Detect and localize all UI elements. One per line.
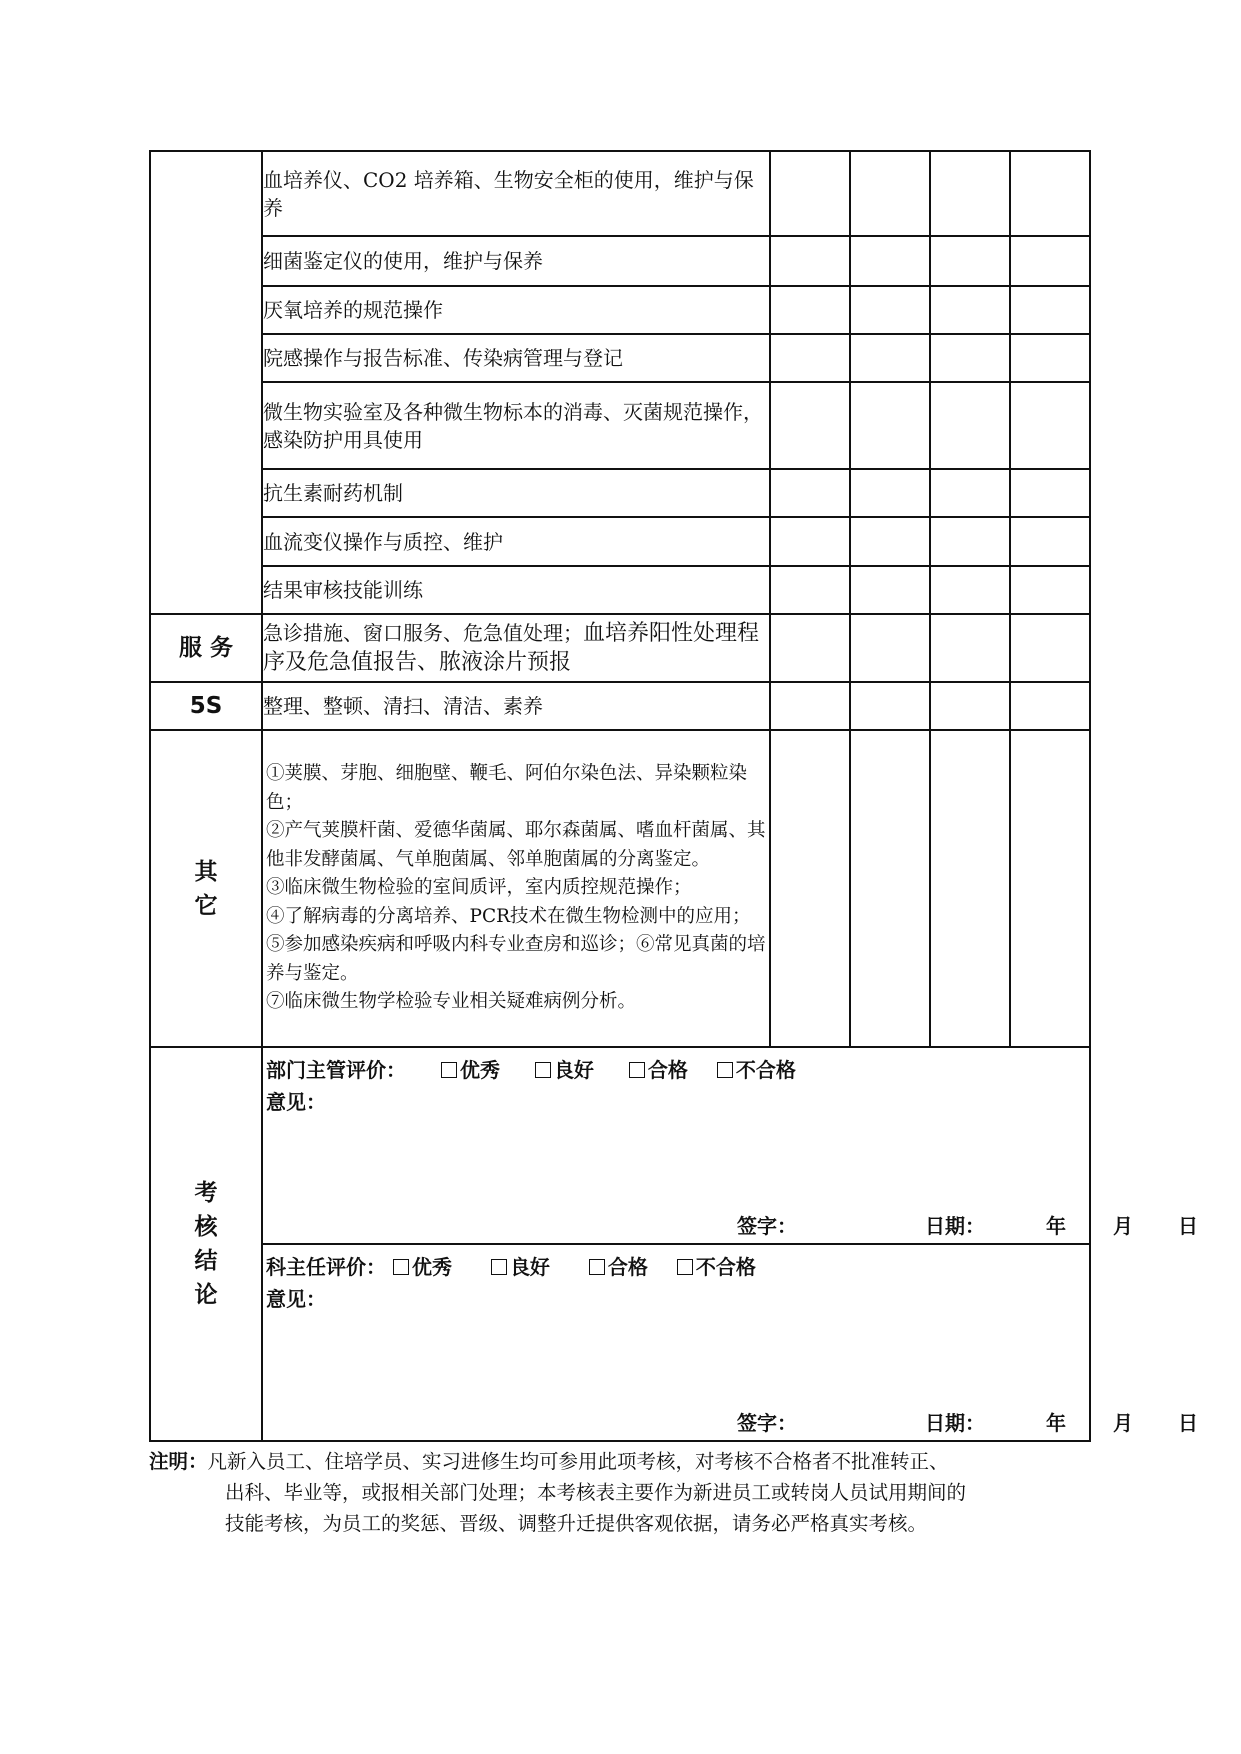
footnote-label: 注明： [149, 1450, 208, 1473]
other-line: ②产气荚膜杆菌、爱德华菌属、耶尔森菌属、嗜血杆菌属、其他非发酵菌属、气单胞菌属、邻单胞菌属的分离鉴定。 [266, 820, 766, 870]
category-conclusion: 考 核 结 论 [150, 1047, 262, 1441]
category-service: 服 务 [150, 614, 262, 682]
item-cell [262, 730, 770, 1047]
score-cell[interactable] [1010, 334, 1090, 382]
checkbox-icon[interactable] [441, 1062, 457, 1078]
score-cell[interactable] [770, 469, 850, 517]
table-row [150, 286, 1090, 334]
score-cell[interactable] [930, 469, 1010, 517]
item-text-a: 急诊措施、窗口服务、危急值处理； [263, 621, 583, 645]
year-label: 年 [1046, 1214, 1066, 1238]
score-cell[interactable] [930, 730, 1010, 1047]
month-label: 月 [1113, 1411, 1133, 1435]
score-cell[interactable] [850, 334, 930, 382]
year-label: 年 [1046, 1411, 1066, 1435]
score-cell[interactable] [770, 682, 850, 730]
score-cell[interactable] [770, 286, 850, 334]
table-row [150, 469, 1090, 517]
table-row-conclusion-director [150, 1244, 1090, 1441]
score-cell[interactable] [1010, 469, 1090, 517]
checkbox-icon[interactable] [677, 1259, 693, 1275]
score-cell[interactable] [850, 469, 930, 517]
option-pass[interactable]: 合格 [629, 1054, 688, 1083]
option-fail[interactable]: 不合格 [677, 1251, 756, 1280]
item-cell: 血培养仪、CO2 培养箱、生物安全柜的使用，维护与保养 [262, 151, 770, 236]
score-cell[interactable] [1010, 286, 1090, 334]
date-label: 日期： [925, 1411, 985, 1435]
option-pass[interactable]: 合格 [589, 1251, 648, 1280]
score-cell[interactable] [1010, 682, 1090, 730]
score-cell[interactable] [1010, 517, 1090, 566]
category-5s: 5S [150, 682, 262, 730]
score-cell[interactable] [850, 382, 930, 469]
checkbox-icon[interactable] [393, 1259, 409, 1275]
score-cell[interactable] [850, 682, 930, 730]
option-good[interactable]: 良好 [535, 1054, 594, 1083]
table-row-5s [150, 682, 1090, 730]
other-line: ④了解病毒的分离培养、PCR技术在微生物检测中的应用； [266, 905, 751, 927]
score-cell[interactable] [770, 566, 850, 614]
checkbox-icon[interactable] [717, 1062, 733, 1078]
score-cell[interactable] [930, 382, 1010, 469]
option-excellent[interactable]: 优秀 [441, 1054, 500, 1083]
item-cell: 抗生素耐药机制 [262, 469, 770, 517]
table-row [150, 236, 1090, 286]
score-cell[interactable] [1010, 730, 1090, 1047]
option-excellent[interactable]: 优秀 [393, 1251, 452, 1280]
director-evaluation-label: 科主任评价： [266, 1255, 386, 1279]
other-line: ⑦临床微生物学检验专业相关疑难病例分析。 [266, 991, 637, 1013]
option-good[interactable]: 良好 [491, 1251, 550, 1280]
score-cell[interactable] [850, 151, 930, 236]
score-cell[interactable] [770, 151, 850, 236]
month-label: 月 [1113, 1214, 1133, 1238]
score-cell[interactable] [930, 682, 1010, 730]
table-row [150, 382, 1090, 469]
dept-evaluation-label: 部门主管评价： [266, 1058, 406, 1082]
item-cell: 厌氧培养的规范操作 [262, 286, 770, 334]
item-cell: 整理、整顿、清扫、清洁、素养 [262, 682, 770, 730]
footnote-line: 技能考核，为员工的奖惩、晋级、调整升迁提供客观依据，请务必严格真实考核。 [225, 1512, 928, 1535]
director-evaluation [263, 1245, 1198, 1440]
item-cell: 结果审核技能训练 [262, 566, 770, 614]
score-cell[interactable] [770, 730, 850, 1047]
score-cell[interactable] [1010, 614, 1090, 682]
table-row [150, 151, 1090, 236]
option-fail[interactable]: 不合格 [717, 1054, 796, 1083]
score-cell[interactable] [1010, 566, 1090, 614]
score-cell[interactable] [930, 517, 1010, 566]
footnote [149, 1446, 1109, 1539]
score-cell[interactable] [850, 236, 930, 286]
category-cell [150, 151, 262, 614]
score-cell[interactable] [850, 614, 930, 682]
score-cell[interactable] [770, 334, 850, 382]
other-line: ⑤参加感染疾病和呼吸内科专业查房和巡诊；⑥常见真菌的培养与鉴定。 [266, 934, 766, 984]
dept-evaluation-cell [262, 1047, 1198, 1244]
checkbox-icon[interactable] [589, 1259, 605, 1275]
score-cell[interactable] [930, 151, 1010, 236]
item-cell: 血流变仪操作与质控、维护 [262, 517, 770, 566]
checkbox-icon[interactable] [629, 1062, 645, 1078]
score-cell[interactable] [770, 236, 850, 286]
score-cell[interactable] [930, 566, 1010, 614]
opinion-label: 意见： [266, 1090, 326, 1114]
table-row-service [150, 614, 1090, 682]
other-line: ③临床微生物检验的室间质评，室内质控规范操作； [266, 877, 692, 899]
score-cell[interactable] [770, 382, 850, 469]
date-label: 日期： [925, 1214, 985, 1238]
director-evaluation-cell [262, 1244, 1198, 1441]
other-line: ①荚膜、芽胞、细胞壁、鞭毛、阿伯尔染色法、异染颗粒染色； [266, 763, 748, 813]
table-row [150, 566, 1090, 614]
assessment-table [149, 150, 1198, 1442]
score-cell[interactable] [770, 614, 850, 682]
checkbox-icon[interactable] [535, 1062, 551, 1078]
score-cell[interactable] [850, 286, 930, 334]
table-row-conclusion-dept [150, 1047, 1090, 1244]
score-cell[interactable] [1010, 382, 1090, 469]
footnote-line: 凡新入员工、住培学员、实习进修生均可参用此项考核，对考核不合格者不批准转正、 [207, 1450, 949, 1473]
item-text-b: 血培养阳性处理程序及危急值报告、脓液涂片预报 [263, 621, 760, 675]
opinion-label: 意见： [266, 1287, 326, 1311]
footnote-line: 出科、毕业等，或报相关部门处理；本考核表主要作为新进员工或转岗人员试用期间的 [225, 1481, 967, 1504]
item-cell: 院感操作与报告标准、传染病管理与登记 [262, 334, 770, 382]
score-cell[interactable] [770, 517, 850, 566]
score-cell[interactable] [930, 614, 1010, 682]
day-label: 日 [1178, 1411, 1198, 1435]
score-cell[interactable] [1010, 151, 1090, 236]
item-cell [262, 614, 770, 682]
checkbox-icon[interactable] [491, 1259, 507, 1275]
score-cell[interactable] [850, 566, 930, 614]
signature-label: 签字： [737, 1411, 797, 1435]
item-cell: 微生物实验室及各种微生物标本的消毒、灭菌规范操作，感染防护用具使用 [262, 382, 770, 469]
score-cell[interactable] [850, 730, 930, 1047]
score-cell[interactable] [930, 334, 1010, 382]
table-row [150, 517, 1090, 566]
table-row-other [150, 730, 1090, 1047]
item-cell: 细菌鉴定仪的使用，维护与保养 [262, 236, 770, 286]
score-cell[interactable] [930, 286, 1010, 334]
category-other: 其 它 [150, 730, 262, 1047]
dept-evaluation [263, 1048, 1198, 1243]
signature-label: 签字： [737, 1214, 797, 1238]
day-label: 日 [1178, 1214, 1198, 1238]
score-cell[interactable] [1010, 236, 1090, 286]
score-cell[interactable] [850, 517, 930, 566]
table-row [150, 334, 1090, 382]
score-cell[interactable] [930, 236, 1010, 286]
